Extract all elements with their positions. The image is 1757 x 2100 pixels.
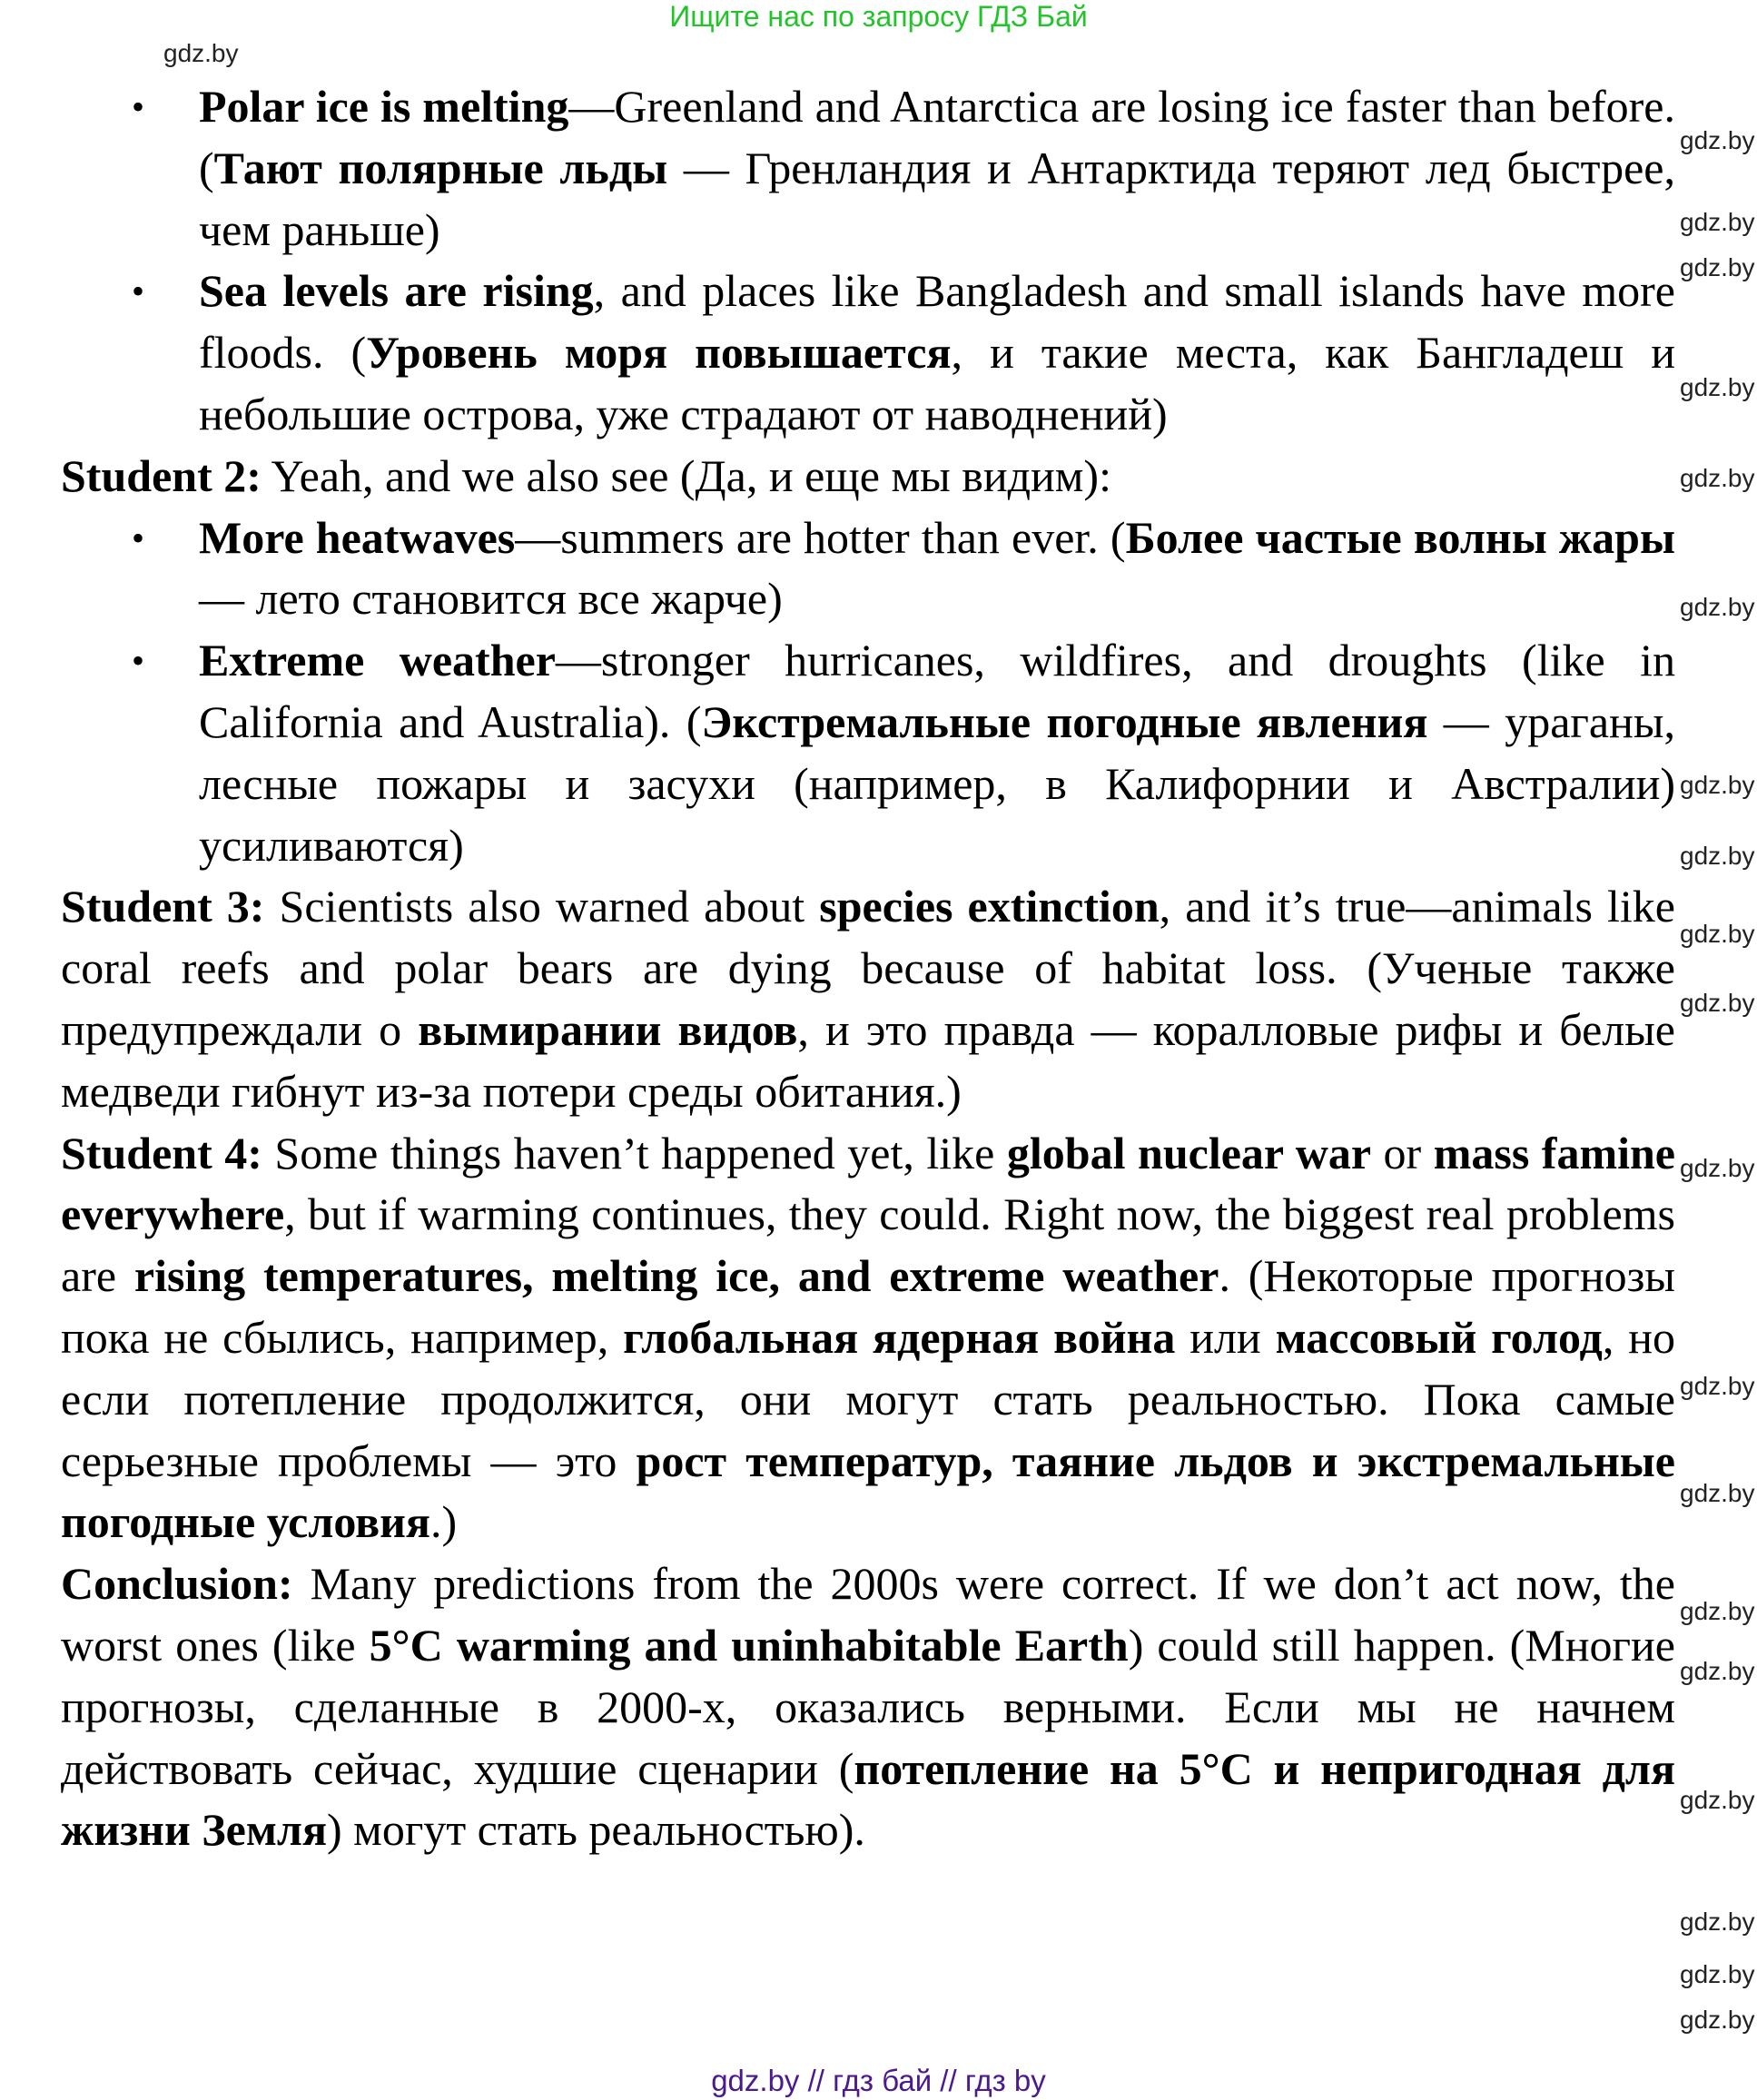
search-hint-banner: Ищите нас по запросу ГДЗ Бай: [669, 0, 1088, 33]
watermark-text: gdz.by: [1680, 771, 1755, 799]
paragraph: [61, 876, 1675, 1122]
bold-text: species extinction: [819, 881, 1160, 932]
text: , and it’s true—animals like coral reefs and polar bears are dying because of habitat loss. (Ученые также предупреждали о: [61, 881, 1675, 1055]
watermark-text: gdz.by: [1680, 1479, 1755, 1507]
bold-text: mass famine everywhere: [61, 1127, 1676, 1240]
watermark-text: gdz.by: [1680, 1154, 1755, 1182]
watermark-text: gdz.by: [1680, 2006, 1755, 2034]
bold-text: Extreme weather: [199, 635, 556, 686]
watermark-text: gdz.by: [1680, 1372, 1755, 1400]
bullet-item: [61, 261, 1675, 445]
watermark-text: gdz.by: [1680, 1657, 1755, 1685]
watermark-text: gdz.by: [1680, 593, 1755, 621]
text: , and places like Bangladesh and small islands have more floods. (: [199, 265, 1675, 379]
document-body: [61, 76, 1675, 1861]
text: , и такие места, как Бангладеш и небольшие острова, уже страдают от наводнений): [199, 327, 1675, 439]
bold-text: рост температур, таяние льдов и экстремальные погодные условия: [61, 1435, 1675, 1548]
watermark-text: gdz.by: [1680, 1908, 1755, 1936]
bold-text: Уровень моря повышается: [366, 327, 952, 379]
footer-links[interactable]: gdz.by // гдз бай // гдз by: [711, 2064, 1046, 2097]
text: или: [1175, 1311, 1276, 1363]
text: Many predictions from the 2000s were correct. If we don’t act now, the worst ones (like: [61, 1558, 1675, 1671]
watermark-text: gdz.by: [1680, 1597, 1755, 1625]
watermark-text: gdz.by: [1680, 208, 1755, 236]
text: .): [429, 1496, 458, 1548]
watermark-text: gdz.by: [163, 39, 239, 67]
watermark-text: gdz.by: [1680, 1960, 1755, 1988]
text: — Гренландия и Антарктида теряют лед быстрее, чем раньше): [199, 142, 1675, 255]
bold-text: Polar ice is melting: [199, 81, 569, 132]
bold-text: Тают полярные льды: [213, 142, 668, 193]
watermark-text: gdz.by: [1680, 464, 1755, 492]
bold-text: rising temperatures, melting ice, and extreme weather: [133, 1250, 1219, 1302]
watermark-text: gdz.by: [1680, 989, 1755, 1017]
text: , и это правда — коралловые рифы и белые медведи гибнут из-за потери среды обитания.): [61, 1003, 1675, 1117]
text: —summers are hotter than ever. (: [515, 511, 1126, 563]
bold-text: Student 3:: [61, 881, 265, 932]
watermark-text: gdz.by: [1680, 126, 1755, 154]
watermark-text: gdz.by: [1680, 920, 1755, 948]
text: ) could still happen. (Многие прогнозы, сделанные в 2000-х, оказались верными. Если мы не начнем действовать сейчас, худшие сценарии (: [61, 1619, 1676, 1794]
text: Scientists also warned about: [264, 881, 820, 932]
text: — ураганы, лесные пожары и засухи (например, в Калифорнии и Австралии) усиливаются): [199, 695, 1675, 871]
bold-text: Sea levels are rising: [199, 265, 594, 317]
bold-text: Более частые волны жары: [1125, 511, 1675, 563]
bold-text: потепление на 5°C и непригодная для жизни Земля: [61, 1742, 1675, 1856]
watermark-text: gdz.by: [1680, 842, 1755, 870]
text: — лето становится все жарче): [199, 573, 783, 625]
bold-text: Student 4:: [61, 1127, 262, 1178]
text: , but if warming continues, they could. Right now, the biggest real problems are: [61, 1188, 1675, 1302]
text: Yeah, and we also see (Да, и еще мы видим):: [261, 449, 1111, 501]
text: . (Некоторые прогнозы пока не сбылись, например,: [61, 1250, 1675, 1363]
text: —Greenland and Antarctica are losing ice faster than before. (: [199, 81, 1675, 193]
text: , но если потепление продолжится, они могут стать реальностью. Пока самые серьезные проблемы — это: [61, 1311, 1675, 1486]
watermark-text: gdz.by: [1680, 253, 1755, 281]
watermark-text: gdz.by: [1680, 373, 1755, 401]
bullet-item: [61, 630, 1675, 876]
paragraph: [61, 1553, 1675, 1861]
bullet-item: [61, 508, 1675, 631]
text: Some things haven’t happened yet, like: [262, 1127, 1007, 1178]
bold-text: глобальная ядерная война: [623, 1311, 1176, 1363]
bold-text: Экстремальные погодные явления: [701, 695, 1428, 747]
bold-text: Conclusion:: [61, 1558, 293, 1610]
watermark-text: gdz.by: [1680, 1786, 1755, 1814]
text: ) могут стать реальностью).: [327, 1804, 865, 1856]
bold-text: 5°C warming and uninhabitable Earth: [369, 1619, 1129, 1671]
paragraph: [61, 1123, 1675, 1554]
text: or: [1371, 1127, 1434, 1178]
bold-text: массовый голод: [1275, 1311, 1603, 1363]
bold-text: вымирании видов: [418, 1003, 798, 1055]
bullet-item: [61, 76, 1675, 261]
bold-text: More heatwaves: [199, 511, 516, 563]
text: —stronger hurricanes, wildfires, and droughts (like in California and Australia). (: [199, 635, 1676, 747]
bold-text: global nuclear war: [1006, 1127, 1372, 1178]
bold-text: Student 2:: [61, 449, 262, 501]
paragraph: [61, 446, 1675, 508]
